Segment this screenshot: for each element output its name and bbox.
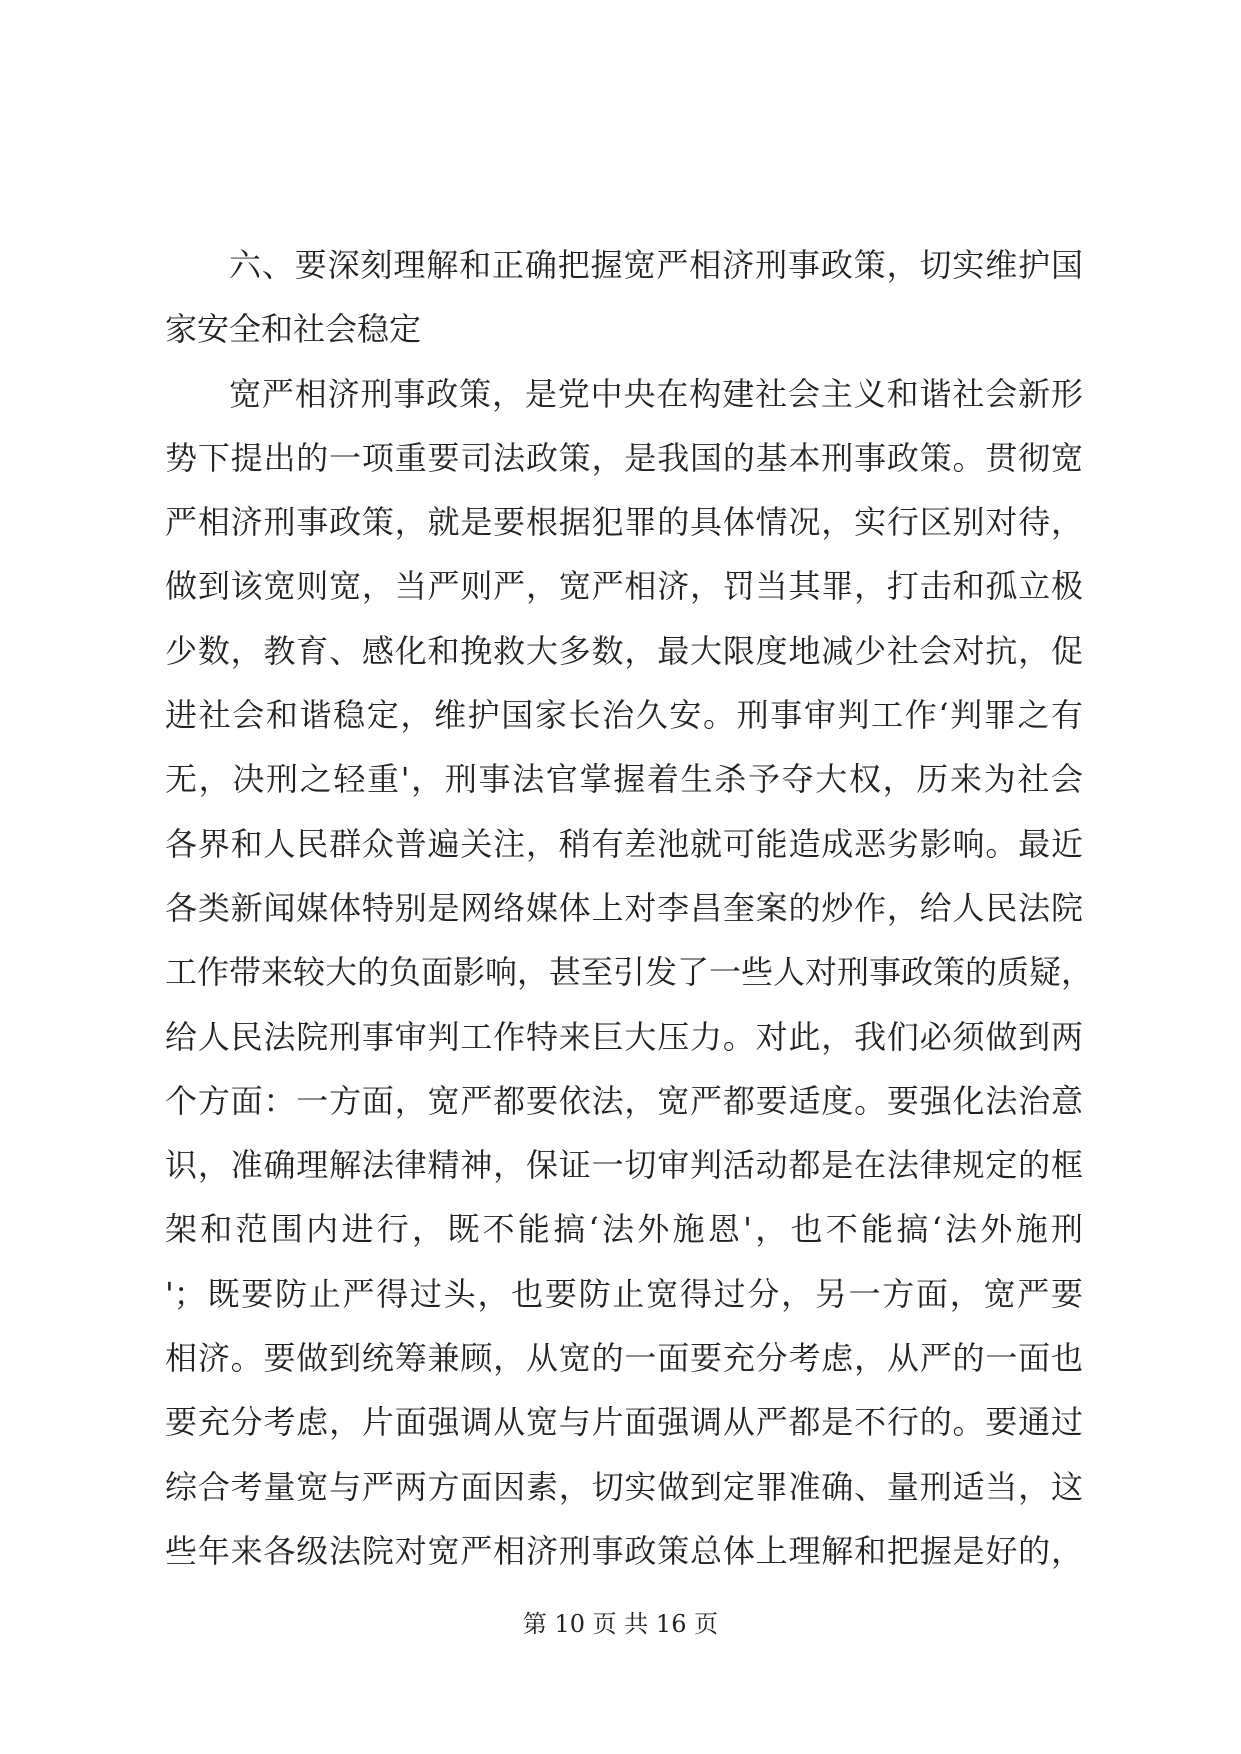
paragraph-line-9: 各类新闻媒体特别是网络媒体上对李昌奎案的炒作，给人民法院 <box>165 888 1083 927</box>
paragraph-line-16: 相济。要做到统筹兼顾，从宽的一面要充分考虑，从严的一面也 <box>165 1339 1083 1378</box>
paragraph-line-17: 要充分考虑，片面强调从宽与片面强调从严都是不行的。要通过 <box>165 1403 1083 1442</box>
paragraph-line-8: 各界和人民群众普遍关注，稍有差池就可能造成恶劣影响。最近 <box>165 824 1083 863</box>
paragraph-line-19: 些年来各级法院对宽严相济刑事政策总体上理解和把握是好的， <box>165 1531 1083 1570</box>
paragraph-line-11: 给人民法院刑事审判工作特来巨大压力。对此，我们必须做到两 <box>165 1017 1083 1056</box>
paragraph-line-5: 少数，教育、感化和挽救大多数，最大限度地减少社会对抗，促 <box>165 631 1083 670</box>
page-number-footer: 第 10 页 共 16 页 <box>522 1610 719 1638</box>
paragraph-line-4: 做到该宽则宽，当严则严，宽严相济，罚当其罪，打击和孤立极 <box>165 567 1083 606</box>
paragraph-line-12: 个方面：一方面，宽严都要依法，宽严都要适度。要强化法治意 <box>165 1081 1083 1120</box>
section-heading-line-2: 家安全和社会稳定 <box>165 310 422 349</box>
paragraph-line-3: 严相济刑事政策，就是要根据犯罪的具体情况，实行区别对待， <box>165 503 1083 542</box>
paragraph-line-10: 工作带来较大的负面影响，甚至引发了一些人对刑事政策的质疑， <box>165 953 1094 992</box>
section-heading-line-1: 六、要深刻理解和正确把握宽严相济刑事政策，切实维护国 <box>229 246 1083 284</box>
paragraph-line-1: 宽严相济刑事政策，是党中央在构建社会主义和谐社会新形 <box>229 374 1083 413</box>
paragraph-line-15: '；既要防止严得过头，也要防止宽得过分，另一方面，宽严要 <box>165 1274 1083 1313</box>
paragraph-line-18: 综合考量宽与严两方面因素，切实做到定罪准确、量刑适当，这 <box>165 1467 1083 1506</box>
paragraph-line-13: 识，准确理解法律精神，保证一切审判活动都是在法律规定的框 <box>165 1146 1083 1185</box>
paragraph-line-7: 无，决刑之轻重'，刑事法官掌握着生杀予夺大权，历来为社会 <box>165 760 1083 799</box>
document-body <box>165 233 1094 1583</box>
paragraph-line-14: 架和范围内进行，既不能搞‘法外施恩'，也不能搞‘法外施刑 <box>165 1210 1083 1249</box>
paragraph-line-6: 进社会和谐稳定，维护国家长治久安。刑事审判工作‘判罪之有 <box>165 696 1083 735</box>
paragraph-line-2: 势下提出的一项重要司法政策，是我国的基本刑事政策。贯彻宽 <box>165 438 1083 477</box>
